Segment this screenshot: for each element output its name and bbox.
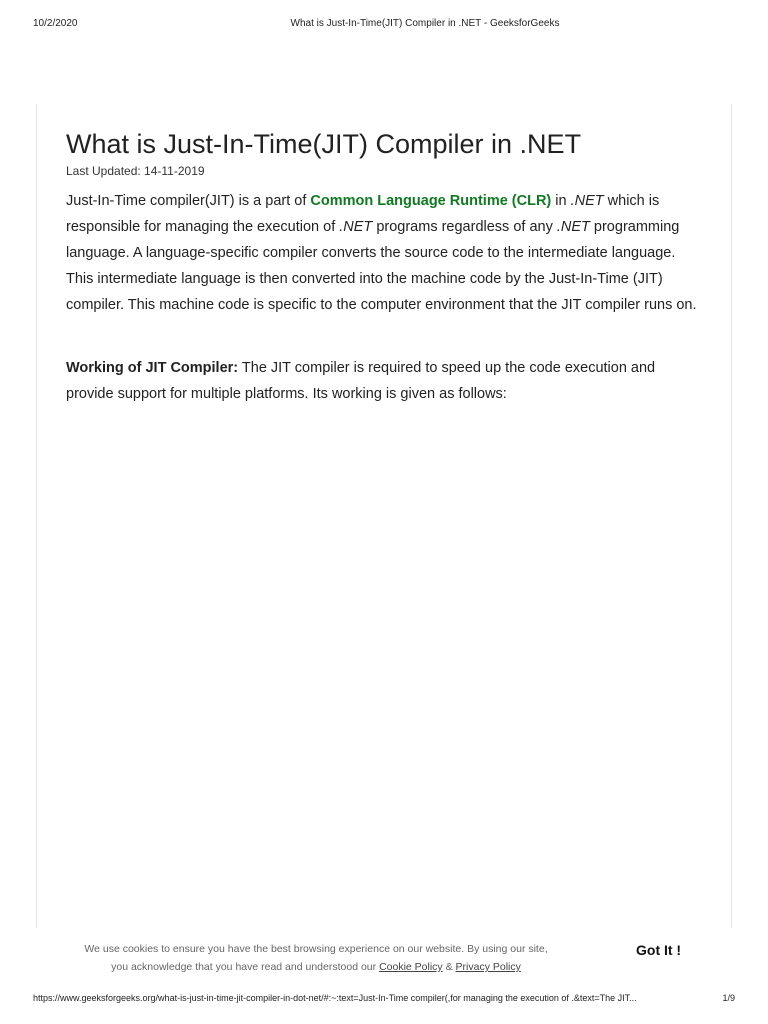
intro-text-1: Just-In-Time compiler(JIT) is a part of — [66, 193, 311, 209]
intro-text-2: in — [551, 193, 571, 209]
cookie-line-1: We use cookies to ensure you have the best browsing experience on our website. By using our site, — [84, 943, 548, 955]
privacy-policy-link[interactable]: Privacy Policy — [455, 961, 521, 973]
working-paragraph — [66, 355, 706, 407]
got-it-button[interactable]: Got It ! — [636, 942, 682, 958]
intro-paragraph — [66, 188, 706, 318]
cookie-consent-bar — [36, 930, 732, 982]
intro-text-3: which is responsible for managing the execution of — [66, 193, 660, 235]
cookie-policy-link[interactable]: Cookie Policy — [379, 961, 443, 973]
cookie-message — [36, 940, 596, 976]
dotnet-term: .NET — [339, 219, 373, 235]
working-heading: Working of JIT Compiler: — [66, 360, 239, 376]
print-header — [0, 18, 768, 32]
print-url: https://www.geeksforgeeks.org/what-is-just-in-time-jit-compiler-in-dot-net/#:~:text=Just-In-Time compiler(,for managing the execution of .&text=The JIT... — [33, 993, 637, 1003]
article-card — [36, 104, 732, 928]
cookie-amp: & — [442, 961, 456, 973]
article-title: What is Just-In-Time(JIT) Compiler in .NET — [66, 129, 582, 159]
last-updated: Last Updated: 14-11-2019 — [66, 164, 205, 178]
intro-text-5: programming language. A language-specific compiler converts the source code to the intermediate language. This intermediate language is then converted into the machine code by the Just-In-Time (JIT) compiler. This machine code is specific to the computer environment that the JIT compiler runs on. — [66, 219, 697, 313]
intro-text-4: programs regardless of any — [372, 219, 557, 235]
dotnet-term: .NET — [556, 219, 590, 235]
cookie-line-2-text: you acknowledge that you have read and understood our — [111, 961, 380, 973]
working-text: The JIT compiler is required to speed up the code execution and provide support for multiple platforms. Its working is given as follows: — [66, 360, 656, 402]
dotnet-term: .NET — [570, 193, 604, 209]
print-date: 10/2/2020 — [33, 18, 78, 29]
clr-link[interactable]: Common Language Runtime (CLR) — [310, 193, 552, 209]
page-number: 1/9 — [722, 993, 735, 1003]
print-doc-title: What is Just-In-Time(JIT) Compiler in .NET - GeeksforGeeks — [290, 18, 560, 29]
cookie-line-2 — [36, 958, 596, 976]
